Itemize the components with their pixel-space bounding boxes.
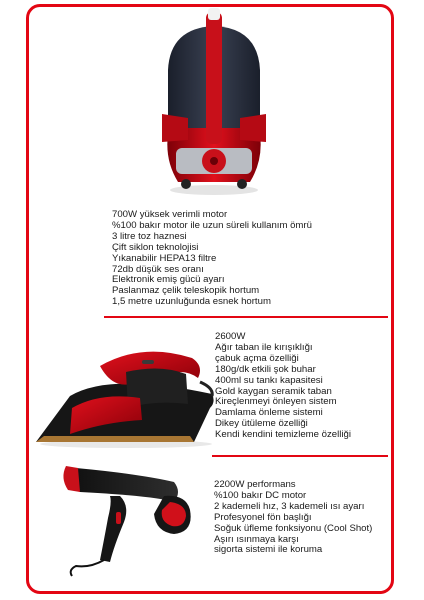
feature-item: %100 bakır motor ile uzun süreli kullanım ömrü bbox=[112, 219, 312, 231]
feature-item: Soğuk üfleme fonksiyonu (Cool Shot) bbox=[214, 522, 373, 534]
feature-item: 2200W performans bbox=[214, 479, 296, 490]
hair-dryer-features-list bbox=[214, 480, 372, 556]
feature-item: Kireçlenmeyi önleyen sistem bbox=[215, 396, 337, 408]
vacuum-cleaner-image bbox=[148, 6, 280, 198]
feature-item: Damlama önleme sistemi bbox=[215, 407, 323, 419]
feature-item: 700W yüksek verimli motor bbox=[112, 209, 228, 220]
feature-item: Ağır taban ile kırışıklığı bbox=[215, 341, 313, 353]
feature-item: %100 bakır DC motor bbox=[214, 489, 307, 501]
feature-item: Çift siklon teknolojisi bbox=[112, 241, 199, 253]
feature-item: 1,5 metre uzunluğunda esnek hortum bbox=[112, 296, 271, 308]
feature-item: Yıkanabilir HEPA13 filtre bbox=[112, 252, 217, 264]
feature-item: 180g/dk etkili şok buhar bbox=[215, 363, 316, 375]
steam-iron-image bbox=[30, 338, 216, 452]
feature-item: Profesyonel fön başlığı bbox=[214, 511, 312, 523]
feature-item: çabuk açma özelliği bbox=[215, 352, 299, 364]
feature-item: 72db düşük ses oranı bbox=[112, 263, 204, 275]
feature-item: Elektronik emiş gücü ayarı bbox=[112, 274, 225, 286]
vacuum-features-list bbox=[112, 210, 312, 308]
feature-item: Aşırı ısınmaya karşı bbox=[214, 533, 299, 545]
feature-item: sigorta sistemi ile koruma bbox=[214, 544, 323, 556]
section-divider bbox=[212, 455, 388, 457]
feature-item: Gold kaygan seramik taban bbox=[215, 385, 332, 397]
feature-item: Kendi kendini temizleme özelliği bbox=[215, 429, 351, 441]
section-divider bbox=[104, 316, 388, 318]
feature-item: Dikey ütüleme özelliği bbox=[215, 418, 308, 430]
feature-item: 400ml su tankı kapasitesi bbox=[215, 374, 323, 386]
feature-item: 2600W bbox=[215, 331, 246, 342]
feature-item: 3 litre toz haznesi bbox=[112, 230, 187, 242]
feature-item: Paslanmaz çelik teleskopik hortum bbox=[112, 285, 260, 297]
iron-features-list bbox=[215, 332, 351, 441]
feature-item: 2 kademeli hız, 3 kademeli ısı ayarı bbox=[214, 500, 365, 512]
hair-dryer-image bbox=[60, 462, 196, 580]
